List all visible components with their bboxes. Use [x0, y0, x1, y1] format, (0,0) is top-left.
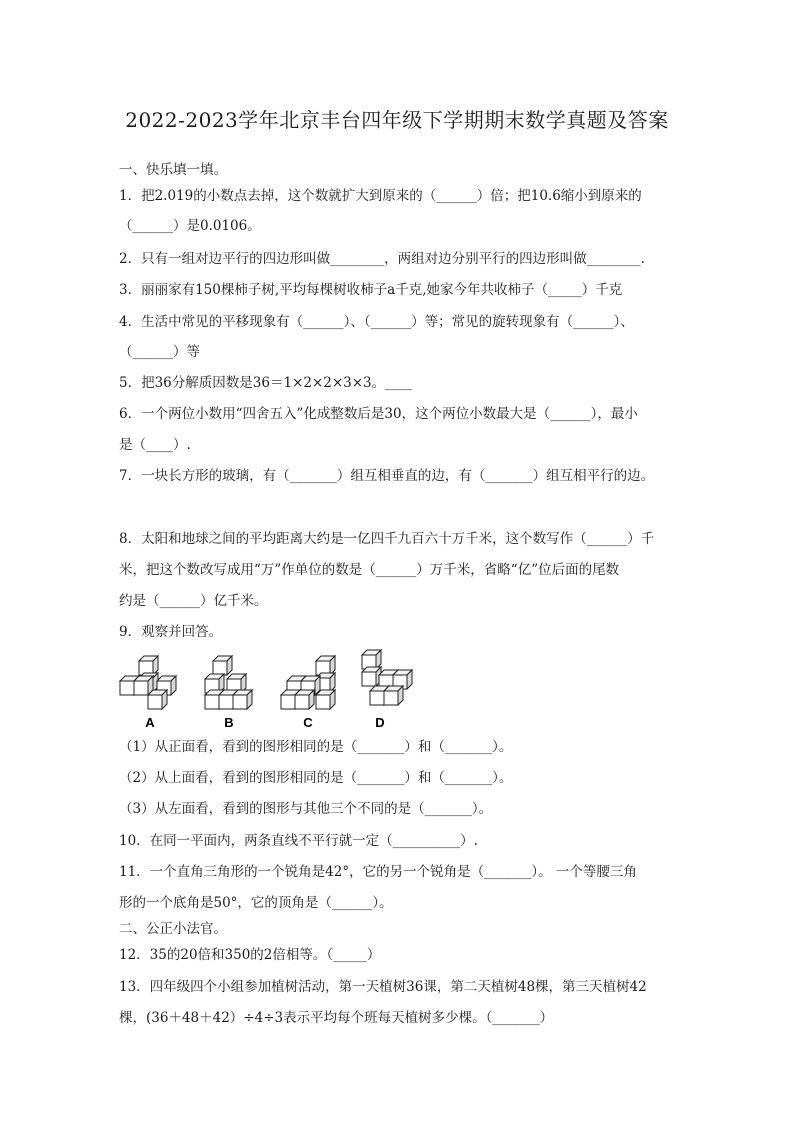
figure-b — [205, 656, 252, 709]
question-13-line-2: 棵，(36＋48＋42）÷4÷3表示平均每个班每天植树多少棵。（_______） — [119, 1010, 554, 1026]
section-heading-fill: 一、快乐填一填。 — [119, 162, 227, 178]
question-6-line-1: 6．一个两位小数用“四舍五入”化成整数后是30，这个两位小数最大是（______），最小 — [119, 406, 638, 422]
question-11-line-2: 形的一个底角是50°，它的顶角是（______）。 — [119, 895, 393, 911]
question-9: 9．观察并回答。 — [119, 624, 223, 640]
figure-label-d: D — [375, 715, 385, 730]
figure-d — [362, 650, 412, 705]
question-11-line-1: 11．一个直角三角形的一个锐角是42°，它的另一个锐角是（_______）。 一个等腰三角 — [119, 864, 637, 880]
question-5: 5．把36分解质因数是36＝1×2×2×3×3。____ — [119, 375, 413, 391]
question-8-line-2: 米，把这个数改写成用“万”作单位的数是（______）万千米，省略“亿”位后面的尾数 — [119, 562, 620, 578]
question-7: 7．一块长方形的玻璃，有（_______）组互相垂直的边，有（_______）组互相平行的边。 — [119, 468, 655, 484]
figure-c — [281, 656, 335, 709]
section-heading-judge: 二、公正小法官。 — [119, 921, 227, 937]
question-10: 10．在同一平面内，两条直线不平行就一定（__________）. — [119, 833, 478, 849]
page-title: 2022-2023学年北京丰台四年级下学期期末数学真题及答案 — [125, 108, 669, 132]
question-1-line-2: （______）是0.0106。 — [119, 218, 261, 234]
question-1-line-1: 1．把2.019的小数点去掉，这个数就扩大到原来的（______）倍；把10.6缩小到原来的 — [119, 188, 642, 204]
question-4-line-1: 4．生活中常见的平移现象有（______）、（______）等；常见的旋转现象有（______）、 — [119, 314, 634, 330]
question-6-line-2: 是（____）. — [119, 437, 191, 453]
question-9-part-3: （3）从左面看，看到的图形与其他三个不同的是（_______）。 — [119, 801, 493, 817]
question-4-line-2: （______）等 — [119, 344, 200, 360]
question-2: 2．只有一组对边平行的四边形叫做________，两组对边分别平行的四边形叫做________. — [119, 251, 645, 267]
question-12: 12．35的20倍和350的2倍相等。（_____） — [119, 947, 381, 963]
question-9-part-2: （2）从上面看，看到的图形相同的是（_______）和（_______）。 — [119, 770, 513, 786]
question-9-part-1: （1）从正面看，看到的图形相同的是（_______）和（_______）。 — [119, 739, 513, 755]
question-3: 3．丽丽家有150棵柿子树,平均每棵树收柿子a千克,她家今年共收柿子（_____）千克 — [119, 282, 623, 298]
figure-label-b: B — [224, 715, 234, 730]
question-13-line-1: 13．四年级四个小组参加植树活动，第一天植树36课，第二天植树48棵，第三天植树42 — [119, 979, 647, 995]
figure-a — [120, 656, 176, 709]
question-8-line-1: 8．太阳和地球之间的平均距离大约是一亿四千九百六十万千米，这个数写作（______）千 — [119, 531, 655, 547]
question-8-line-3: 约是（______）亿千米。 — [119, 593, 268, 609]
figure-label-a: A — [145, 715, 155, 730]
cube-figures — [117, 646, 417, 732]
figure-label-c: C — [303, 715, 313, 730]
